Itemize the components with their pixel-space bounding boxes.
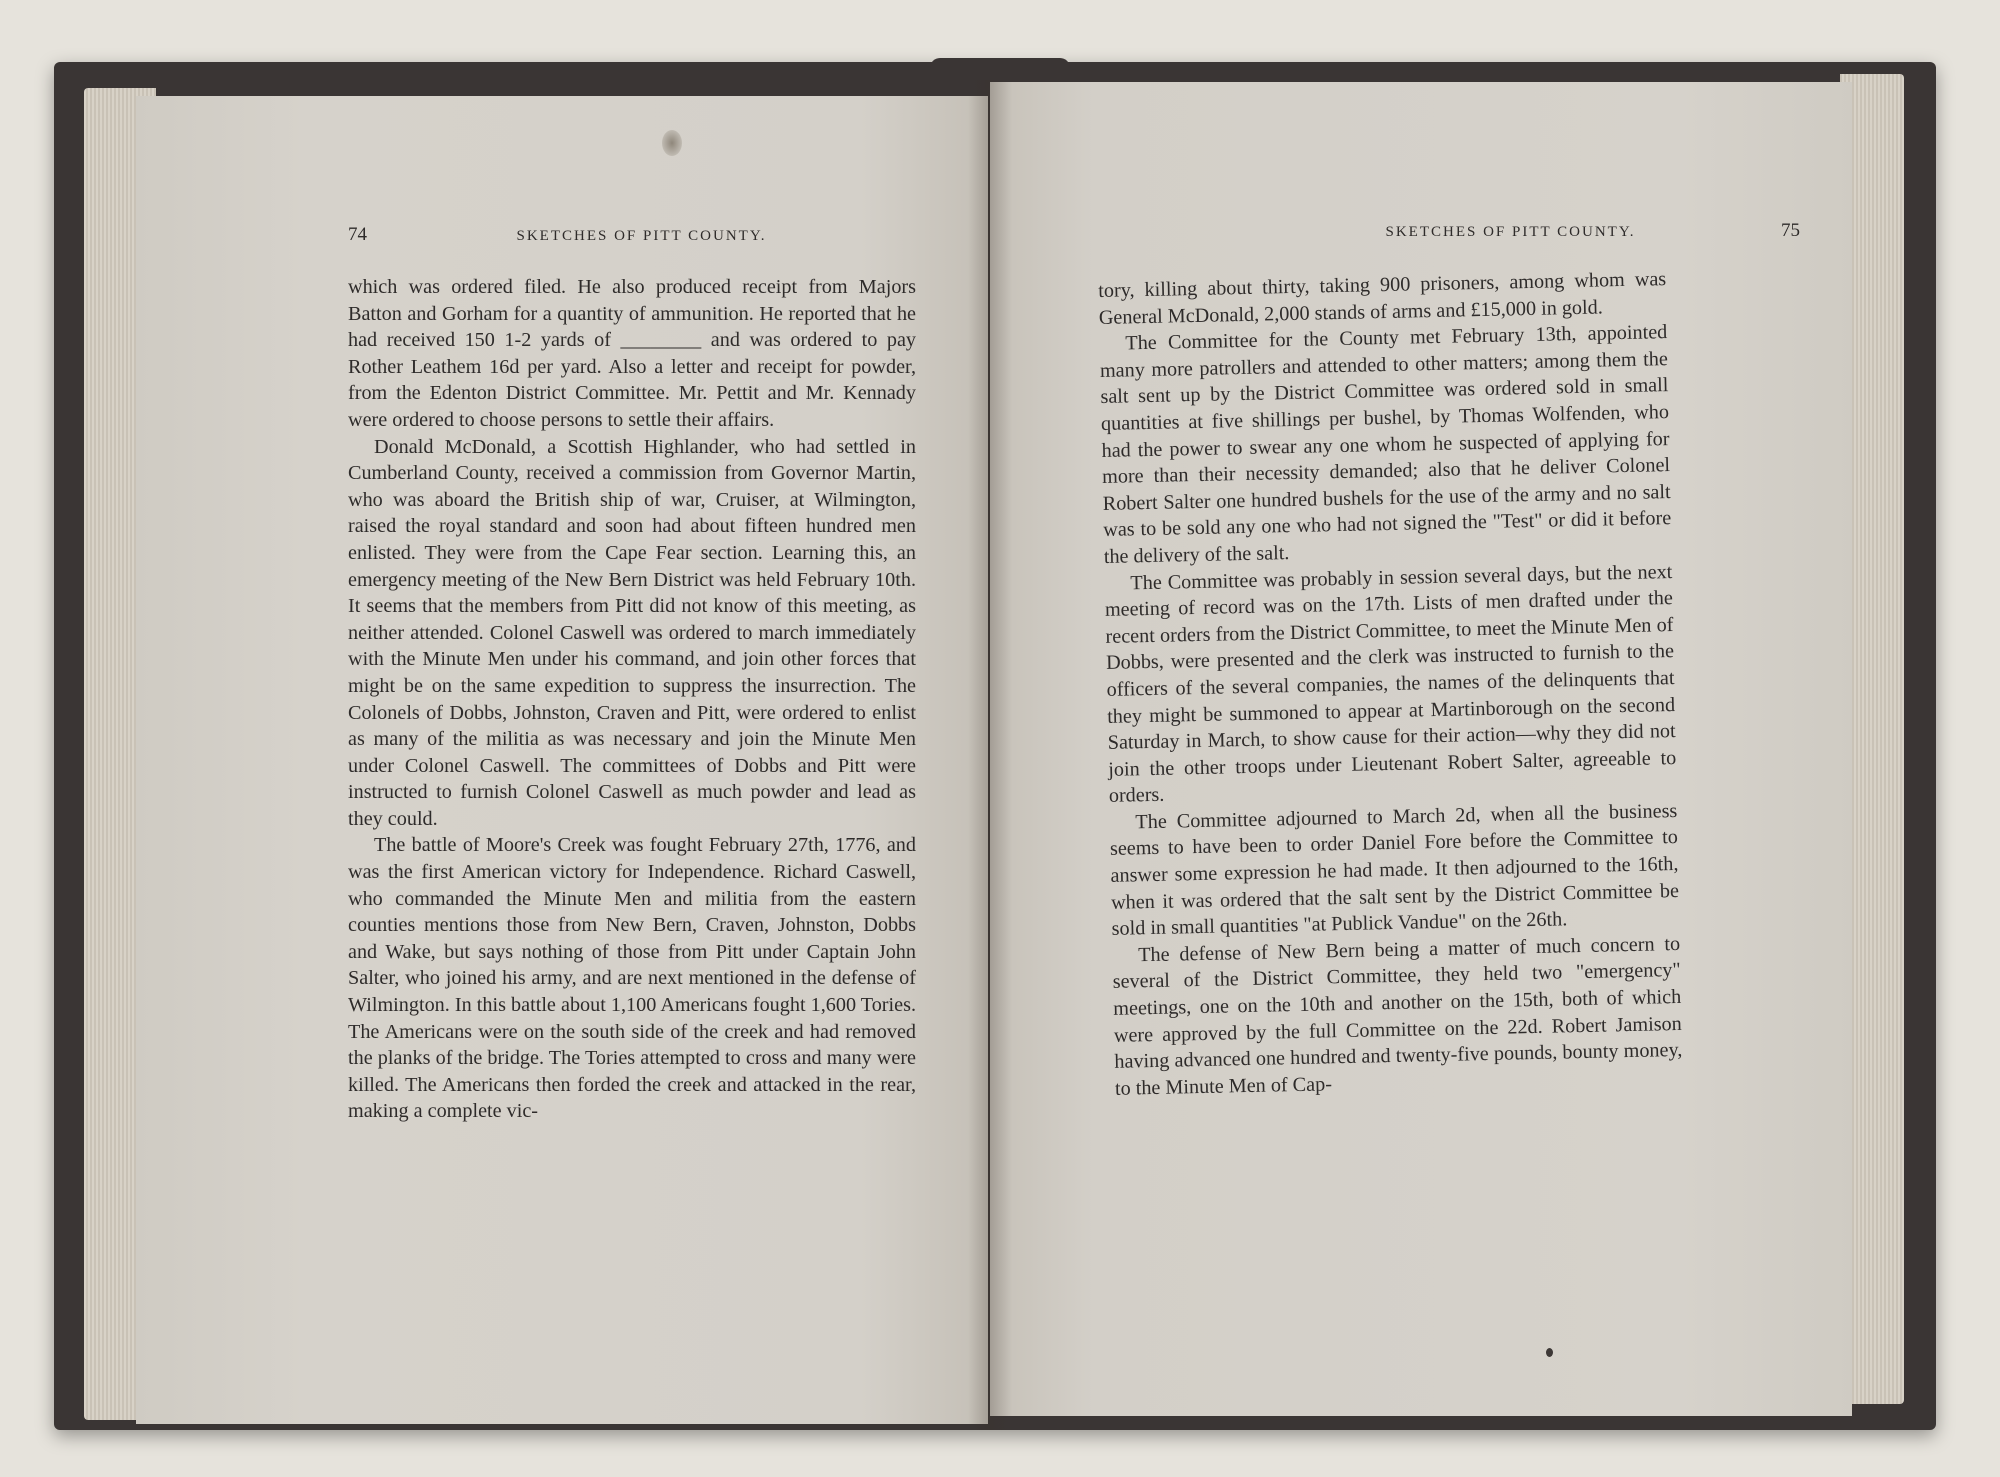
ink-dot (1546, 1348, 1553, 1357)
paragraph: The defense of New Bern being a matter of much concern to several of the District Committee, they held two "emergency" meetings, one on the 10th and another on the 15th, both of which were approved by the full Committee on the 22d. Robert Jamison having advanced one hundred and twenty-five pounds, bounty money, to the Minute Men of Cap- (1112, 932, 1683, 1100)
paragraph: The battle of Moore's Creek was fought February 27th, 1776, and was the first American victory for Independence. Richard Caswell, who commanded the Minute Men and militia from the eastern counties mentions those from New Bern, Craven, Johnston, Dobbs and Wake, but says nothing of those from Pitt under Captain John Salter, who joined his army, and are next mentioned in the defense of Wilmington. In this battle about 1,100 Americans fought 1,600 Tories. The Americans were on the south side of the creek and had removed the planks of the bridge. The Tories attempted to cross and many were killed. The Americans then forded the creek and attacked in the rear, making a complete vic- (348, 834, 916, 1123)
right-page-text (1098, 266, 1683, 1102)
paragraph: tory, killing about thirty, taking 900 prisoners, among whom was General McDonald, 2,000 stands of arms and £15,000 in gold. (1098, 268, 1667, 329)
right-page-header (1240, 220, 1800, 242)
running-head: SKETCHES OF PITT COUNTY. (516, 228, 767, 244)
paragraph: The Committee adjourned to March 2d, when all the business seems to have been to order Daniel Fore before the Committee to answer some expression he had made. It then adjourned to the 16th, when it was ordered that the salt sent by the District Committee be sold in small quantities "at Publick Vandue" on the 26th. (1109, 799, 1680, 941)
running-head: SKETCHES OF PITT COUNTY. (1385, 224, 1636, 240)
left-page-header (348, 224, 916, 246)
paragraph: which was ordered filed. He also produced receipt from Majors Batton and Gorham for a quantity of ammunition. He reported that he had received 150 1-2 yards of ________ and was ordered to pay Rother Leathem 16d per yard. Also a letter and receipt for powder, from the Edenton District Committee. Mr. Pettit and Mr. Kennady were ordered to choose persons to settle their affairs. (348, 276, 916, 431)
page-smudge (662, 130, 682, 156)
paragraph: The Committee was probably in session several days, but the next meeting of record was on the 17th. Lists of men drafted under the recent orders from the District Committee, to meet the Minute Men of Dobbs, were presented and the clerk was instructed to furnish to the officers of the several companies, the names of the delinquents that they might be summoned to appear at Martinborough on the second Saturday in March, to show cause for their action—why they did not join the other troops under Lieutenant Robert Salter, agreeable to orders. (1104, 560, 1677, 808)
paragraph: The Committee for the County met February 13th, appointed many more patrollers and attended to other matters; among them the salt sent up by the District Committee was ordered sold in small quantities at five shillings per bushel, by Thomas Wolfenden, who had the power to swear any one whom he suspected of applying for more than their necessity demanded; also that he deliver Colonel Robert Salter one hundred bushels for the use of the army and no salt was to be sold any one who had not signed the "Test" or did it before the delivery of the salt. (1099, 321, 1672, 568)
page-number: 75 (1781, 220, 1800, 241)
right-page (990, 82, 1852, 1416)
left-page (136, 96, 988, 1424)
book-gutter (968, 80, 1012, 1430)
page-number: 74 (348, 224, 367, 245)
left-page-text (348, 274, 916, 1125)
paragraph: Donald McDonald, a Scottish Highlander, who had settled in Cumberland County, received a commission from Governor Martin, who was aboard the British ship of war, Cruiser, at Wilmington, raised the royal standard and soon had about fifteen hundred men enlisted. They were from the Cape Fear section. Learning this, an emergency meeting of the New Bern District was held February 10th. It seems that the members from Pitt did not know of this meeting, as neither attended. Colonel Caswell was ordered to march immediately with the Minute Men under his command, and join other forces that might be on the same expedition to suppress the insurrection. The Colonels of Dobbs, Johnston, Craven and Pitt, were ordered to enlist as many of the militia as was necessary and join the Minute Men under Colonel Caswell. The committees of Dobbs and Pitt were instructed to furnish Colonel Caswell as much powder and lead as they could. (348, 435, 916, 830)
